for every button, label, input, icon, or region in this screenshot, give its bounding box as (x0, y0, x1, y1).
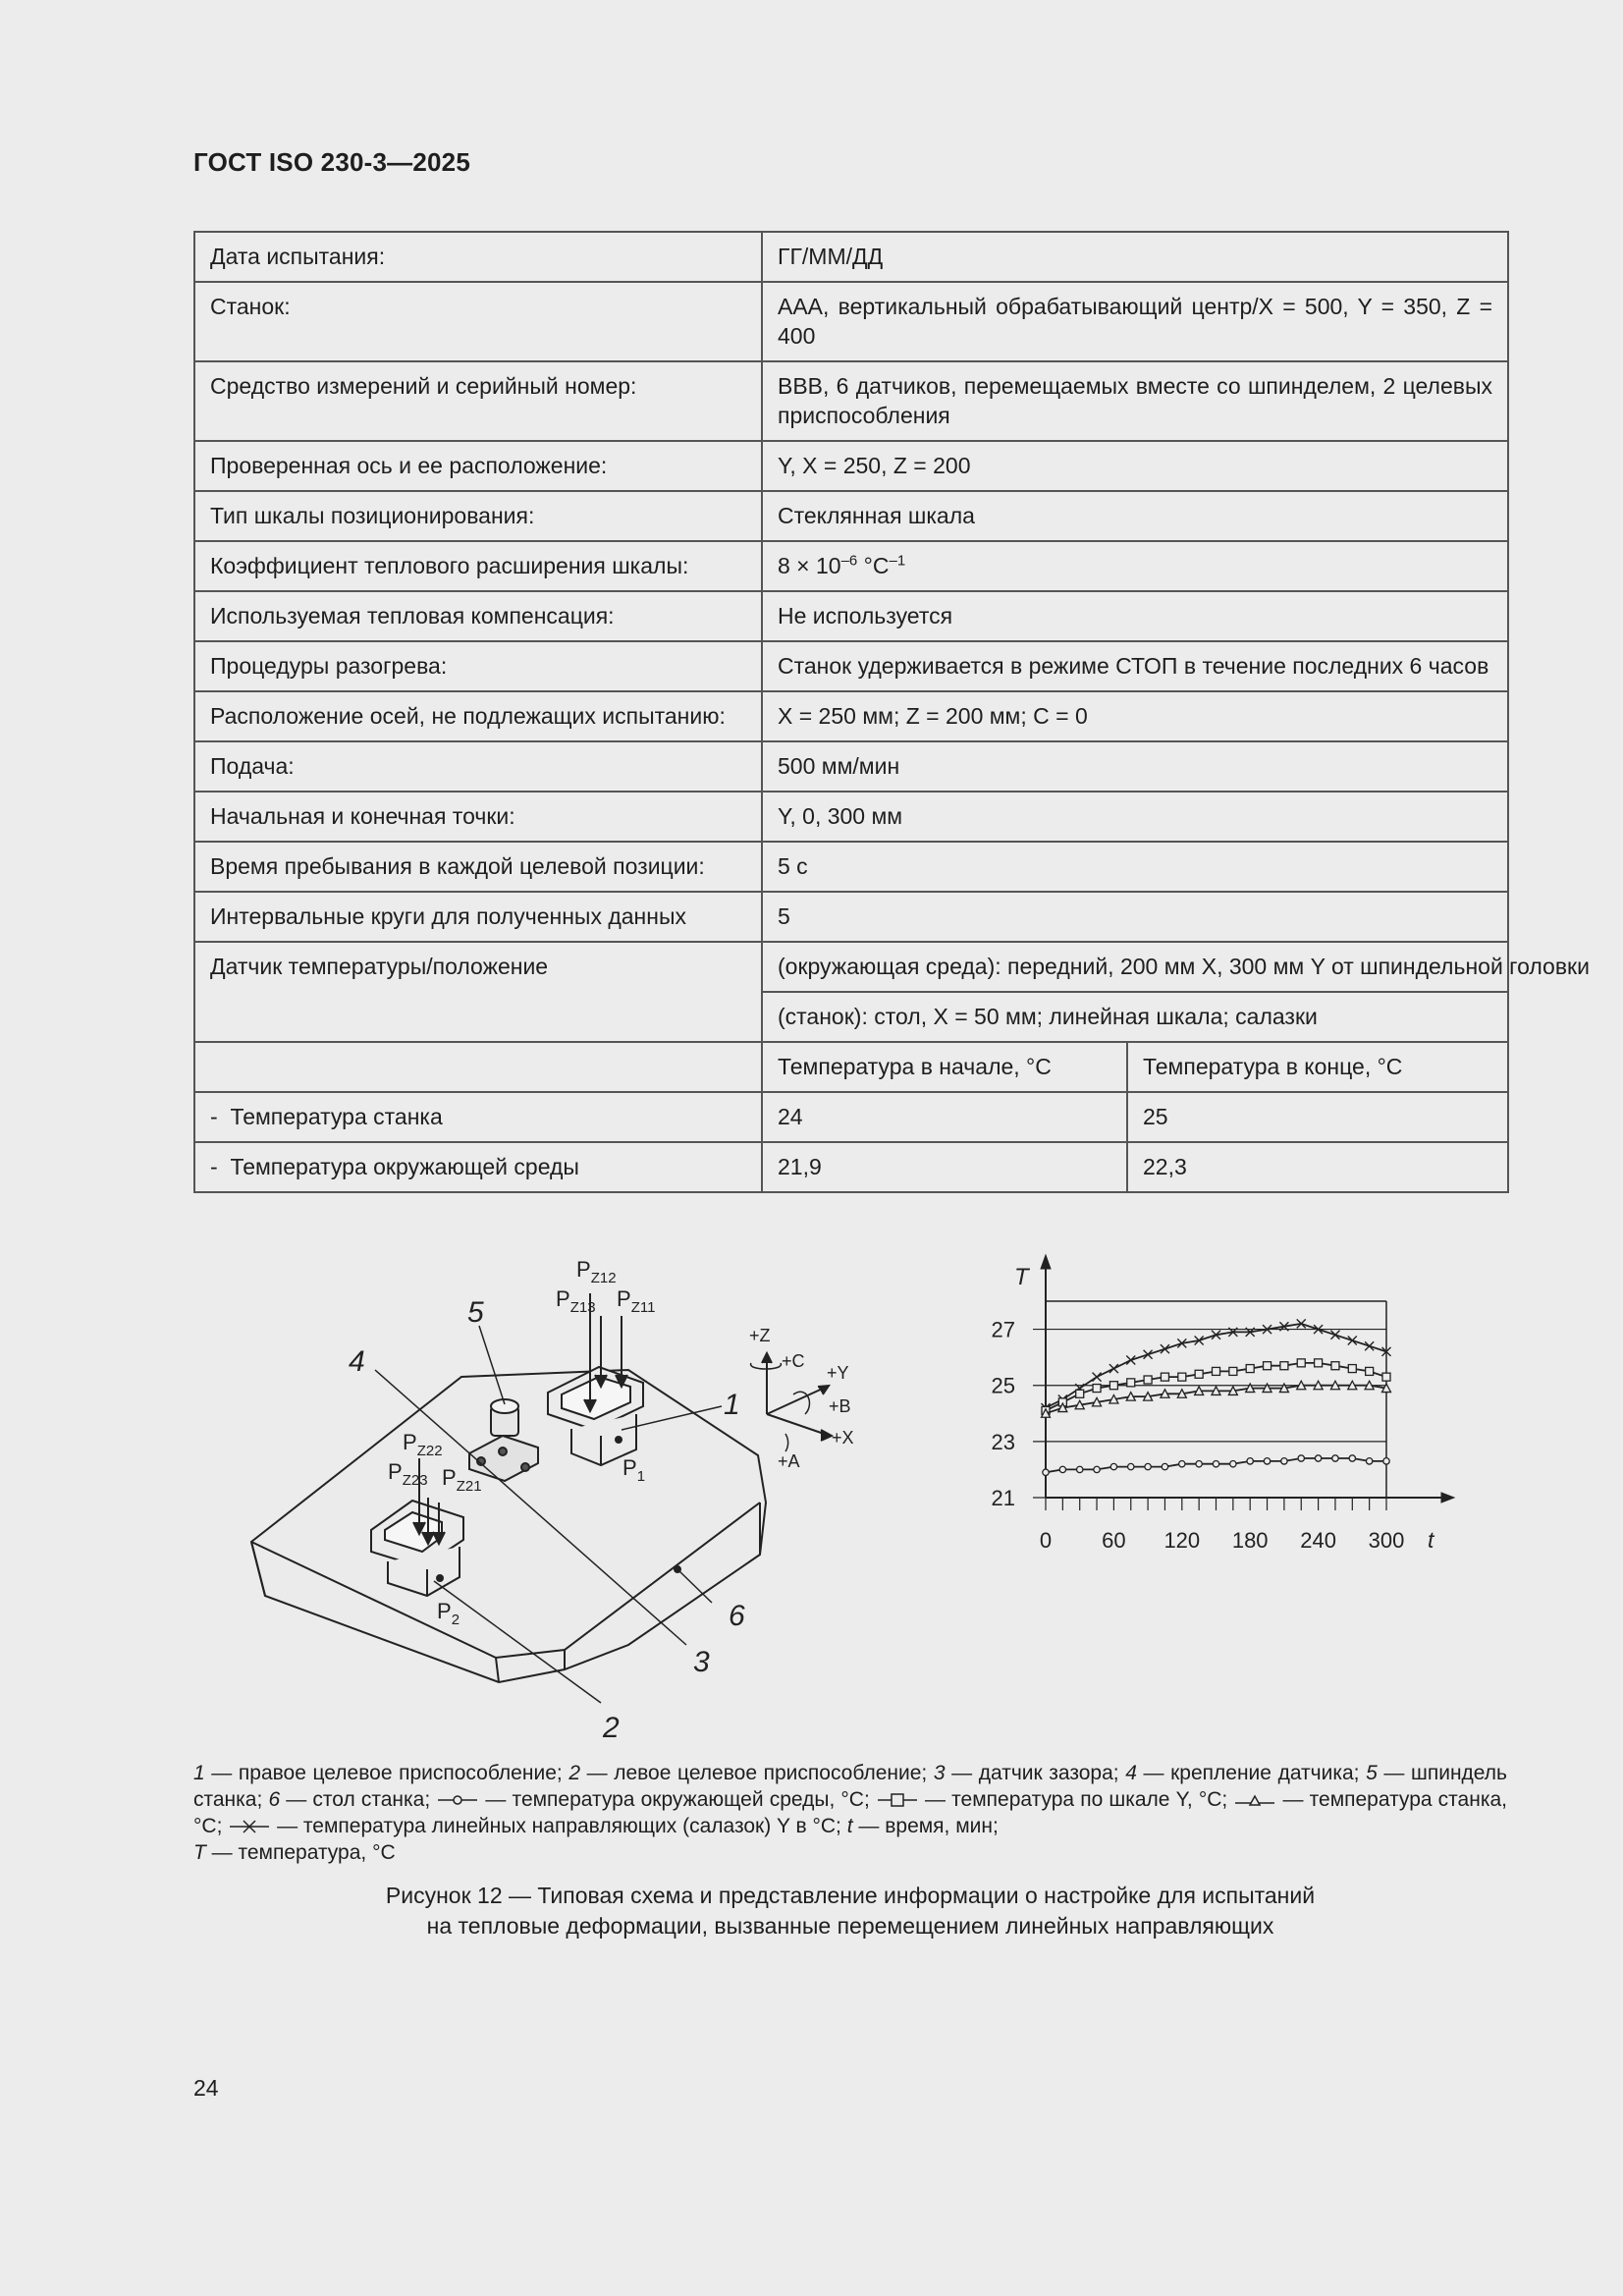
y-tick-label: 21 (991, 1486, 1015, 1510)
table-row (194, 741, 1508, 792)
pz13-label: P (556, 1286, 570, 1311)
x-tick-label: 120 (1163, 1528, 1201, 1553)
legend-text-temperature: — температура, °C (205, 1841, 396, 1864)
sensor-label: Датчик температуры/положение (194, 942, 762, 1042)
data-point-circle (1145, 1463, 1151, 1469)
data-point-circle (1179, 1461, 1185, 1467)
p2-label: P (437, 1599, 452, 1623)
data-point-circle (1128, 1463, 1134, 1469)
y-axis-arrow (1041, 1255, 1051, 1269)
row-value: BBB, 6 датчиков, перемещаемых вместе со шпинделем, 2 целевых приспособления (762, 361, 1508, 441)
table-row (194, 591, 1508, 641)
data-point-square (1297, 1359, 1305, 1367)
legend-number-3: 3 (933, 1762, 946, 1784)
data-point-cross (1126, 1356, 1135, 1365)
axis-x-label: +X (832, 1428, 854, 1448)
page-number: 24 (193, 2075, 219, 2101)
row-value (762, 541, 1508, 591)
x-tick-label: 240 (1300, 1528, 1336, 1553)
pz23-label: P (388, 1459, 403, 1484)
table-row (194, 541, 1508, 591)
exponent: –1 (889, 552, 906, 570)
temperature-end: 25 (1127, 1092, 1508, 1142)
cross-marker-symbol (228, 1820, 271, 1833)
table-row (194, 792, 1508, 842)
pz11-label: P (617, 1286, 631, 1311)
legend-text-2: — левое целевое приспособление; (580, 1762, 934, 1784)
value-part: 8 × 10 (778, 553, 841, 578)
axis-b-label: +B (829, 1396, 851, 1416)
row-label: Начальная и конечная точки: (194, 792, 762, 842)
data-point-square (1127, 1379, 1135, 1387)
x-axis-arrow (1441, 1493, 1454, 1503)
machine-temperature-row (194, 1092, 1508, 1142)
caption-line-2: на тепловые деформации, вызванные перемещением линейных направляющих (426, 1913, 1274, 1939)
row-label: Станок: (194, 282, 762, 361)
data-point-square (1382, 1373, 1390, 1381)
axis-z-label: +Z (749, 1326, 771, 1345)
caption-line-1: Рисунок 12 — Типовая схема и представление информации о настройке для испытаний (385, 1883, 1316, 1908)
circle-marker-symbol (436, 1793, 479, 1807)
temperature-label: - Температура станка (194, 1092, 762, 1142)
pz21-subscript: Z21 (456, 1478, 482, 1495)
temperature-end-header: Температура в конце, °C (1127, 1042, 1508, 1092)
callout-6: 6 (729, 1600, 745, 1632)
legend-text-1: — правое целевое приспособление; (204, 1762, 569, 1784)
pz12-subscript: Z12 (590, 1270, 617, 1286)
sensor-row-1 (194, 942, 1508, 992)
pz23-subscript: Z23 (402, 1472, 428, 1489)
triangle-marker-symbol (1233, 1793, 1276, 1807)
row-label: Дата испытания: (194, 232, 762, 282)
legend-text-4: — крепление датчика; (1136, 1762, 1367, 1784)
legend-symbol-T: T (193, 1841, 206, 1864)
data-point-cross (1348, 1337, 1357, 1345)
row-value: Y, X = 250, Z = 200 (762, 441, 1508, 491)
svg-text:PZ12 (576, 1257, 617, 1286)
data-point-cross (1144, 1350, 1153, 1359)
temperature-label: - Температура окружающей среды (194, 1142, 762, 1192)
axis-c-label: +C (782, 1351, 805, 1371)
document-header: ГОСТ ISO 230-3—2025 (193, 147, 471, 177)
data-point-circle (1332, 1455, 1338, 1461)
table-row (194, 282, 1508, 361)
data-point-square (1366, 1367, 1374, 1375)
table-row (194, 641, 1508, 691)
data-point-circle (1281, 1458, 1287, 1464)
y-tick-label: 25 (991, 1373, 1015, 1398)
temperature-end: 22,3 (1127, 1142, 1508, 1192)
row-value: ГГ/ММ/ДД (762, 232, 1508, 282)
row-label: Расположение осей, не подлежащих испытанию: (194, 691, 762, 741)
legend-text-6: — стол станка; (280, 1788, 437, 1811)
legend-text-ambient: — температура окружающей среды, °C; (479, 1788, 876, 1811)
data-point-circle (1349, 1455, 1355, 1461)
legend-text-3: — датчик зазора; (945, 1762, 1126, 1784)
p2-subscript: 2 (451, 1612, 460, 1628)
data-point-cross (1365, 1341, 1374, 1350)
legend-number-5: 5 (1366, 1762, 1378, 1784)
row-label: Интервальные круги для полученных данных (194, 892, 762, 942)
row-value: 500 мм/мин (762, 741, 1508, 792)
data-point-square (1093, 1385, 1101, 1393)
axis-a-label: +A (778, 1451, 800, 1471)
data-point-square (1229, 1367, 1237, 1375)
data-point-square (1213, 1367, 1220, 1375)
data-point-circle (1264, 1458, 1270, 1464)
data-point-circle (1315, 1455, 1321, 1461)
data-point-square (1195, 1370, 1203, 1378)
svg-text:PZ13 (556, 1286, 596, 1316)
pz13-subscript: Z13 (569, 1299, 596, 1316)
data-point-circle (1247, 1458, 1253, 1464)
row-value: ААА, вертикальный обрабатывающий центр/X = 500, Y = 350, Z = 400 (762, 282, 1508, 361)
row-value: Не используется (762, 591, 1508, 641)
row-label: Процедуры разогрева: (194, 641, 762, 691)
legend-text-scale: — температура по шкале Y, °C; (918, 1788, 1234, 1811)
legend-number-1: 1 (193, 1762, 205, 1784)
data-point-square (1076, 1390, 1084, 1397)
data-point-square (1280, 1362, 1288, 1370)
legend-symbol-t: t (846, 1815, 853, 1837)
row-value: 5 с (762, 842, 1508, 892)
callout-5: 5 (467, 1296, 484, 1329)
data-point-cross (1093, 1373, 1102, 1382)
row-label: Коэффициент теплового расширения шкалы: (194, 541, 762, 591)
row-value: Стеклянная шкала (762, 491, 1508, 541)
data-point-circle (1298, 1455, 1304, 1461)
table-row (194, 441, 1508, 491)
temperature-header-empty (194, 1042, 762, 1092)
p1-label: P (622, 1455, 637, 1480)
value-part: °C (857, 553, 890, 578)
svg-text:PZ11 (617, 1286, 655, 1316)
legend-number-2: 2 (568, 1762, 580, 1784)
row-value: Станок удерживается в режиме СТОП в течение последних 6 часов (762, 641, 1508, 691)
x-tick-label: 0 (1039, 1528, 1053, 1553)
data-point-cross (1330, 1331, 1339, 1339)
callout-4: 4 (349, 1345, 365, 1378)
ambient-temperature-row (194, 1142, 1508, 1192)
temperature-start: 21,9 (762, 1142, 1127, 1192)
data-point-square (1331, 1362, 1339, 1370)
legend-number-4: 4 (1125, 1762, 1137, 1784)
row-label: Средство измерений и серийный номер: (194, 361, 762, 441)
row-label: Используемая тепловая компенсация: (194, 591, 762, 641)
legend-text-time: — время, мин; (852, 1815, 999, 1837)
exponent: –6 (840, 552, 858, 570)
x-tick-label: 300 (1368, 1528, 1405, 1553)
data-point-square (1109, 1382, 1117, 1390)
test-setup-table (193, 231, 1590, 1193)
table-row (194, 842, 1508, 892)
callout-2: 2 (603, 1712, 620, 1744)
data-point-circle (1043, 1469, 1049, 1475)
p1-subscript: 1 (636, 1468, 646, 1485)
data-point-circle (1366, 1458, 1372, 1464)
data-point-square (1348, 1365, 1356, 1373)
table-row (194, 361, 1508, 441)
row-label: Подача: (194, 741, 762, 792)
square-marker-symbol (876, 1792, 919, 1808)
y-tick-label: 23 (991, 1429, 1015, 1454)
row-value: X = 250 мм; Z = 200 мм; C = 0 (762, 691, 1508, 741)
row-label: Тип шкалы позиционирования: (194, 491, 762, 541)
figure-caption (193, 1881, 1507, 1941)
data-point-circle (1077, 1466, 1083, 1472)
y-axis-label: T (1014, 1264, 1029, 1290)
temperature-start-header: Температура в начале, °C (762, 1042, 1127, 1092)
table-row (194, 892, 1508, 942)
temperature-chart (972, 1247, 1502, 1561)
callout-3: 3 (693, 1646, 710, 1678)
pz22-label: P (403, 1430, 417, 1454)
sensor-ambient: (окружающая среда): передний, 200 мм X, 300 мм Y от шпиндельной головки (762, 942, 1508, 992)
data-point-circle (1162, 1463, 1167, 1469)
data-point-square (1315, 1359, 1323, 1367)
table-row (194, 232, 1508, 282)
y-tick-label: 27 (991, 1317, 1015, 1342)
data-point-cross (1161, 1344, 1169, 1353)
pz11-subscript: Z11 (630, 1299, 656, 1316)
row-value: Y, 0, 300 мм (762, 792, 1508, 842)
pz21-label: P (442, 1465, 457, 1490)
x-tick-label: 180 (1231, 1528, 1269, 1553)
row-label: Время пребывания в каждой целевой позиции: (194, 842, 762, 892)
x-tick-label: 60 (1102, 1528, 1126, 1553)
legend-text-5: — шпиндель станка; (193, 1762, 1507, 1811)
setup-diagram (226, 1245, 913, 1756)
axis-y-label: +Y (827, 1363, 849, 1383)
data-point-square (1246, 1365, 1254, 1373)
table-row (194, 691, 1508, 741)
legend-text-slides: — температура линейных направляющих (салазок) Y в °C; (271, 1815, 847, 1837)
data-point-square (1178, 1373, 1186, 1381)
data-point-circle (1196, 1461, 1202, 1467)
pz12-label: P (576, 1257, 591, 1282)
temperature-header-row (194, 1042, 1508, 1092)
data-point-circle (1383, 1458, 1389, 1464)
figure-legend (193, 1760, 1507, 1866)
temperature-start: 24 (762, 1092, 1127, 1142)
data-point-circle (1059, 1466, 1065, 1472)
callout-1: 1 (724, 1389, 740, 1421)
data-point-circle (1110, 1463, 1116, 1469)
legend-number-6: 6 (268, 1788, 281, 1811)
row-value: 5 (762, 892, 1508, 942)
data-point-square (1264, 1362, 1271, 1370)
data-point-circle (1213, 1461, 1218, 1467)
data-point-cross (1109, 1364, 1118, 1373)
data-point-square (1161, 1373, 1168, 1381)
legend-text-machine: — температура станка, °C; (193, 1788, 1508, 1837)
x-axis-label: t (1428, 1527, 1434, 1553)
table-row (194, 491, 1508, 541)
data-point-circle (1230, 1461, 1236, 1467)
data-point-square (1144, 1376, 1152, 1384)
pz22-subscript: Z22 (416, 1443, 443, 1459)
row-label: Проверенная ось и ее расположение: (194, 441, 762, 491)
sensor-machine: (станок): стол, X = 50 мм; линейная шкала; салазки (762, 992, 1508, 1042)
data-point-circle (1094, 1466, 1100, 1472)
